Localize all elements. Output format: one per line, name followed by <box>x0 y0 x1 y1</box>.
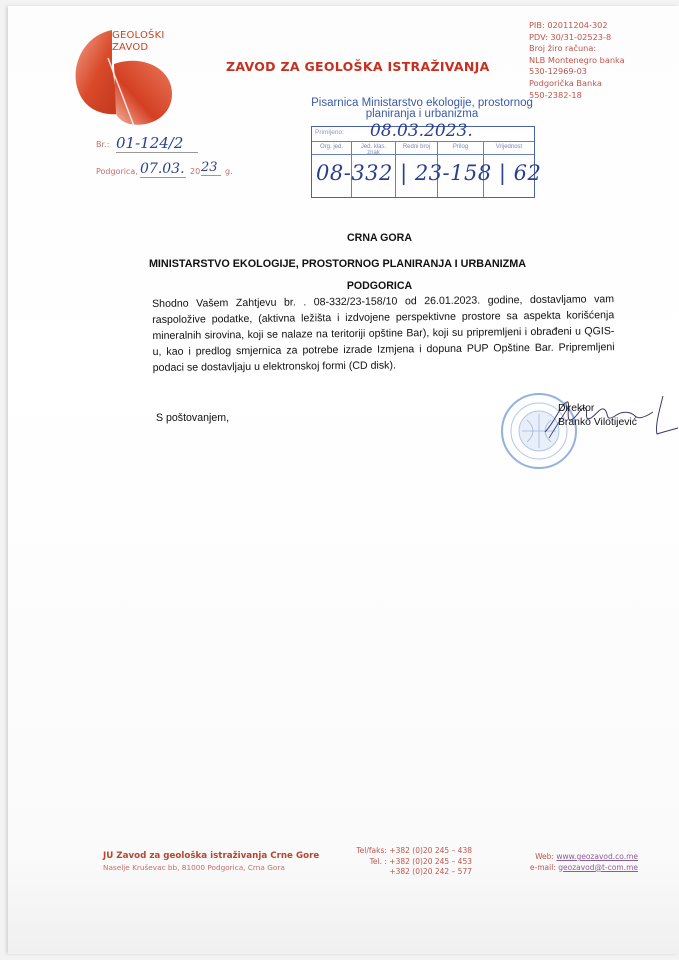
logo-text-line1: GEOLOŠKI <box>112 30 165 41</box>
pdv: PDV: 30/31-02523-8 <box>529 31 612 42</box>
reference-year-prefix: 20 <box>190 167 201 176</box>
reference-date-value: 07.03. <box>140 161 185 177</box>
stamp-table <box>311 121 542 198</box>
stamp-col-value: Vrijednost <box>495 144 523 150</box>
reference-number <box>96 134 184 152</box>
footer-tel-1: Tel. : +382 (0)20 245 – 453 <box>369 856 472 866</box>
stamp-header-row <box>312 142 534 155</box>
organization-title: ZAVOD ZA GEOLOŠKA ISTRAŽIVANJA <box>226 59 490 74</box>
bank-1-name: NLB Montenegro banka <box>529 54 625 65</box>
footer-organization <box>103 851 319 873</box>
logo-text <box>112 30 164 54</box>
reference-year-suffix: g. <box>225 167 233 176</box>
receipt-stamp <box>307 97 542 202</box>
letter-body: Shodno Vašem Zahtjevu br. . 08-332/23-158/10 od 26.01.2023. godine, dostavljamo vam raspoložive podatke, (aktivna ležišta i izdvojene perspektivne prostore sa aspekta korišćenja mineralnih sirovina, koji se nalaze na teritoriji opštine Bar), koji su pripremljeni i obrađeni u QGIS-u, kao i predlog smjernica za potrebe izrade Izmjena i dopuna PUP Opštine Bar. Pripremljeni podaci se dostavljaju u elektronskoj formi (CD disk). <box>152 293 615 374</box>
footer-phones <box>352 846 472 878</box>
footer-web-link[interactable]: www.geozavod.co.me <box>556 852 638 861</box>
footer-org-name: JU Zavod za geološka istraživanja Crne Gore <box>103 851 320 861</box>
footer-web-label: Web: <box>535 852 554 861</box>
bank-2-account: 550-2382-18 <box>529 89 582 100</box>
addressee-country: CRNA GORA <box>347 232 412 244</box>
bank-2-name: Podgorička Banka <box>529 77 602 88</box>
closing-salutation: S poštovanjem, <box>156 412 230 424</box>
stamp-col-class: Jed. klas. znak <box>352 142 396 154</box>
stamp-title <box>307 98 537 120</box>
reference-year-value: 23 <box>201 160 221 176</box>
stamp-col-attachment: Prilog <box>438 142 484 154</box>
pib: PIB: 02011204-302 <box>529 20 608 30</box>
stamp-received-label: Primljeno: <box>315 129 344 136</box>
footer-org-address: Naselje Kruševac bb, 81000 Podgorica, Crna Gora <box>103 863 285 872</box>
company-identifiers <box>529 20 625 101</box>
signature-block <box>558 402 637 430</box>
bank-1-account: 530-12969-03 <box>529 66 588 77</box>
addressee-city: PODGORICA <box>346 280 413 292</box>
stamp-col-org: Org. jed. <box>312 142 352 154</box>
reference-date <box>96 160 233 177</box>
signer-name: Branko Vilotijević <box>558 417 637 428</box>
stamp-entry-row <box>312 155 542 197</box>
footer-email-label: e-mail: <box>529 862 556 872</box>
reference-place-label: Podgorica, <box>96 167 138 176</box>
footer-tel-2: +382 (0)20 242 – 577 <box>389 867 472 876</box>
logo-text-line2: ZAVOD <box>112 42 149 53</box>
footer-tel-fax: Tel/faks: +382 (0)20 245 – 438 <box>356 846 472 855</box>
reference-number-label: Br.: <box>96 140 110 149</box>
stamp-received-row <box>312 121 534 142</box>
stamp-title-line2: planiranja i urbanizma <box>365 108 479 120</box>
stamp-title-line1: Pisarnica Ministarstvo ekologije, prostornog <box>311 97 533 109</box>
footer-email-link[interactable]: geozavod@t-com.me <box>558 862 638 872</box>
reference-number-value: 01-124/2 <box>116 134 198 153</box>
account-label: Broj žiro računa: <box>529 43 597 54</box>
addressee-ministry: MINISTARSTVO EKOLOGIJE, PROSTORNOG PLANIRANJA I URBANIZMA <box>148 258 527 270</box>
stamp-entry-value: 08-332 | 23-158 | 62 <box>316 161 542 185</box>
signer-title: Direktor <box>558 403 595 414</box>
footer-web-contacts <box>515 852 638 873</box>
stamp-received-date: 08.03.2023. <box>370 121 473 141</box>
stamp-col-number: Redni broj <box>396 142 438 154</box>
